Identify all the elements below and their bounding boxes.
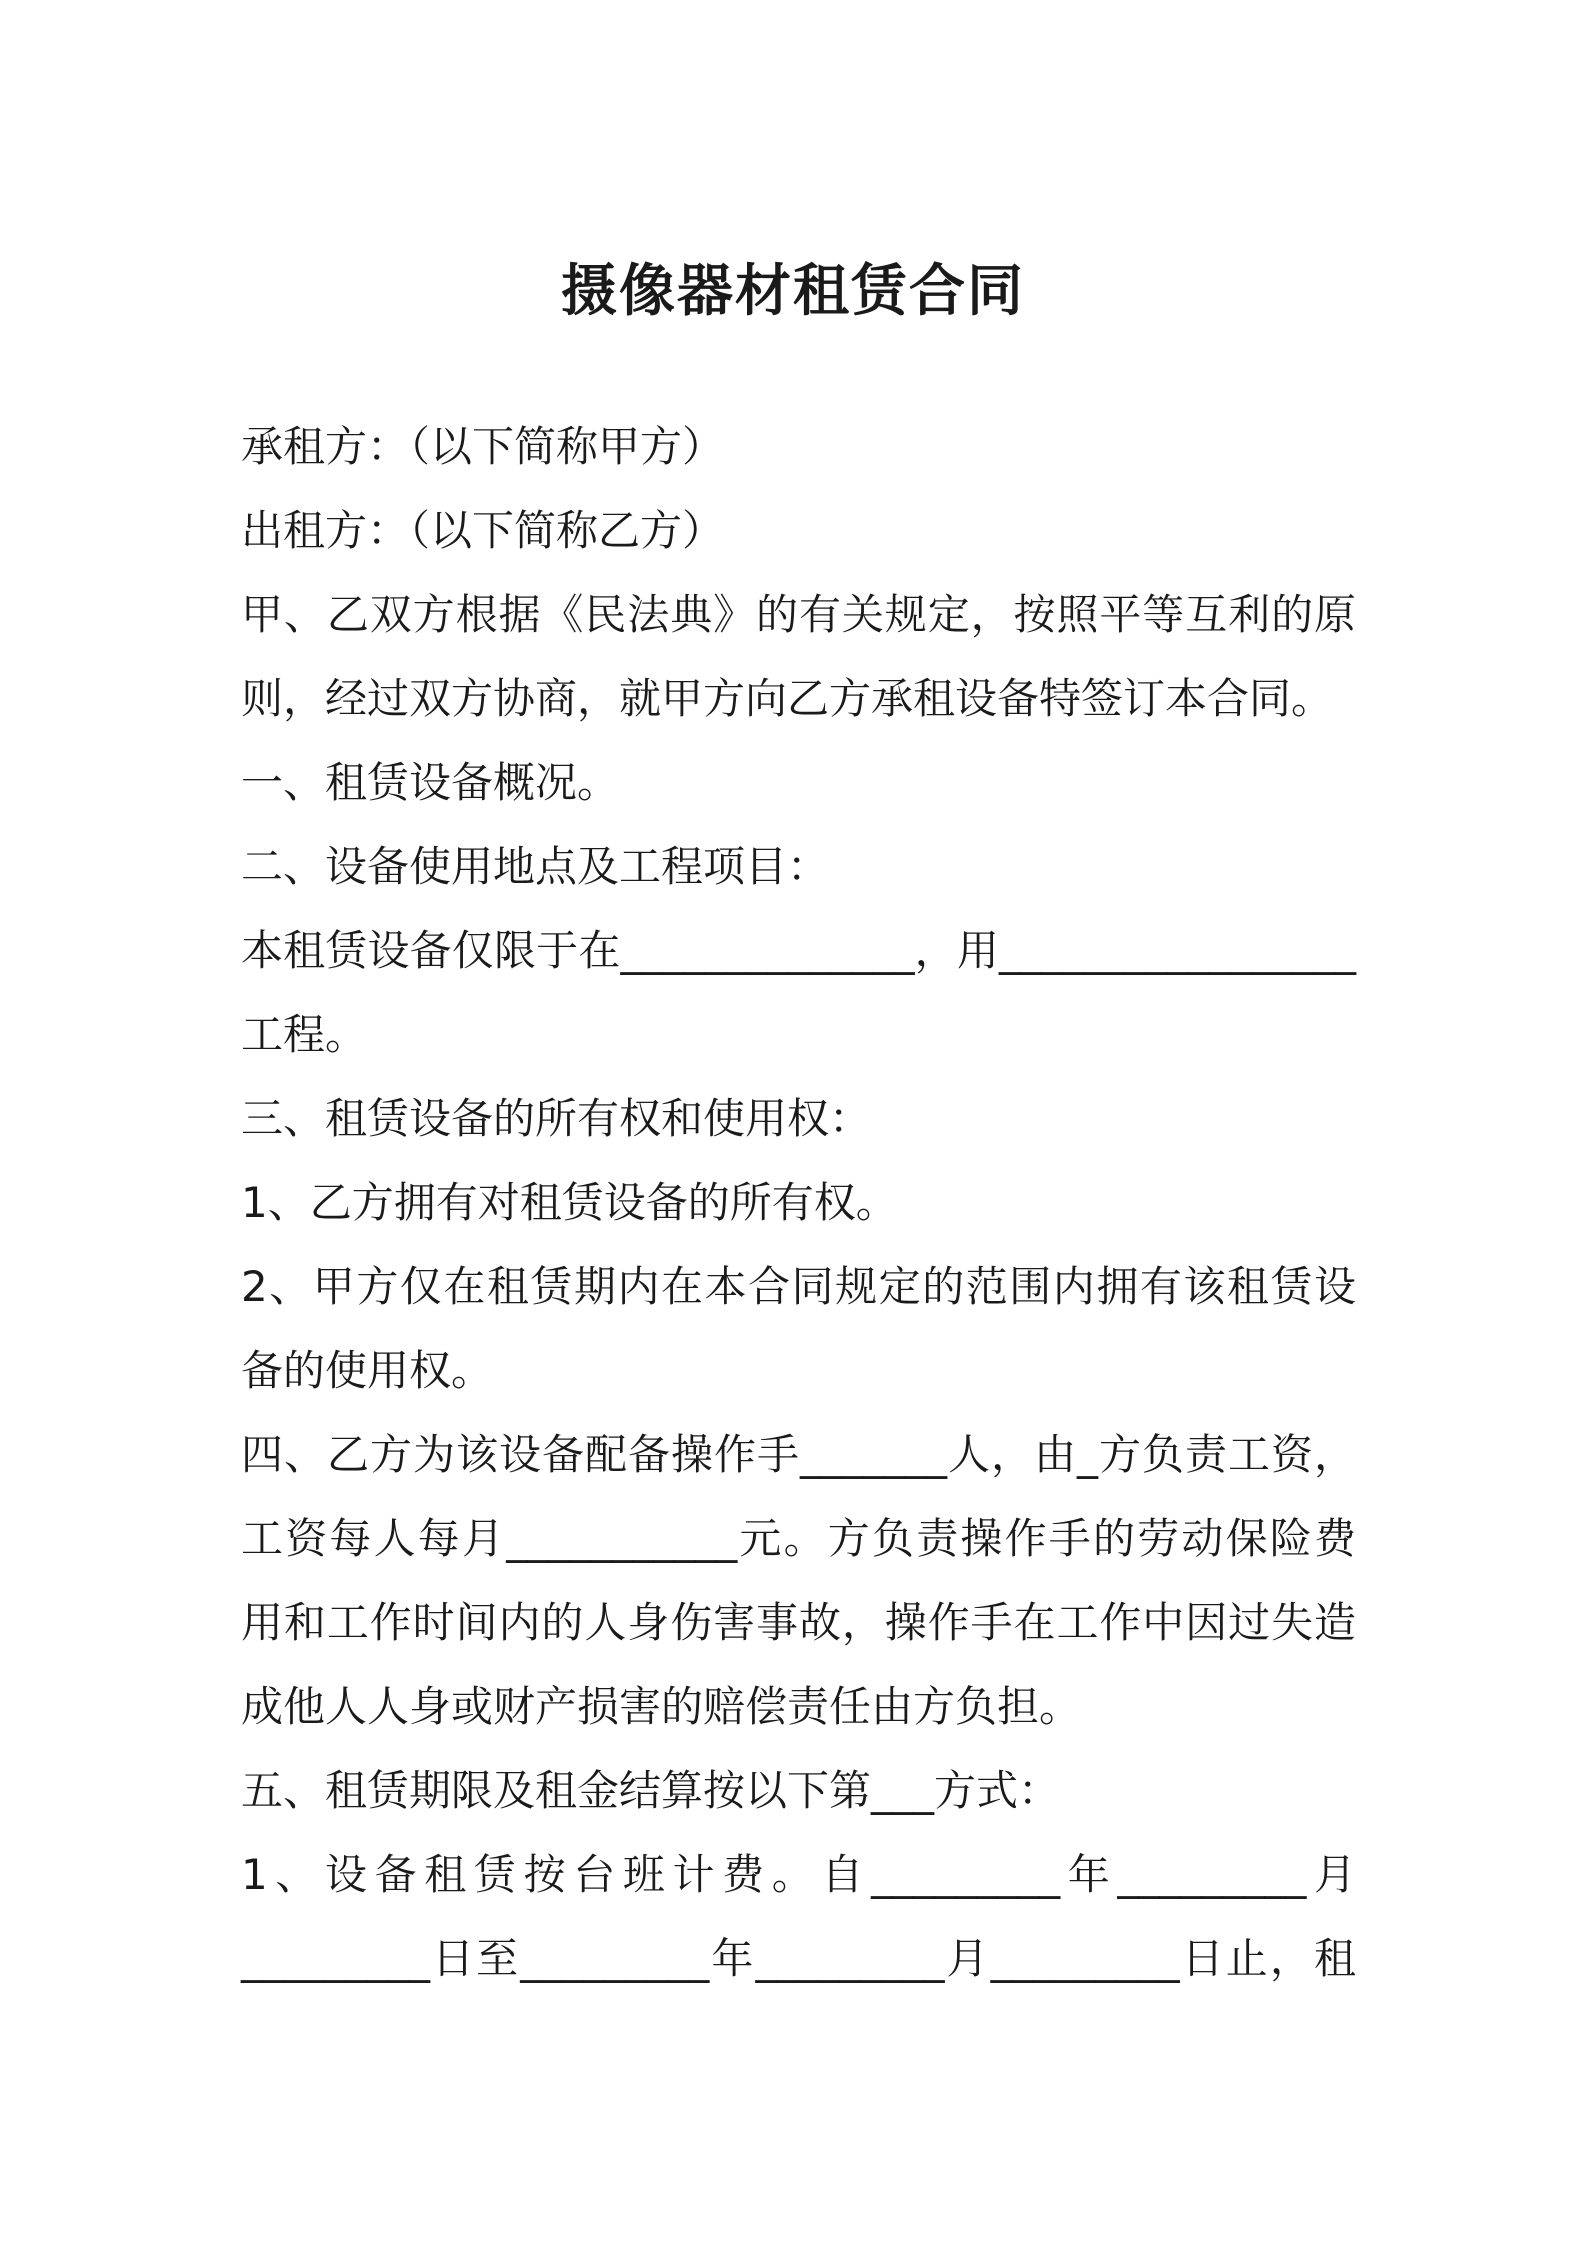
section-2-text-line-1: 本租赁设备仅限于在______________，用_________________	[241, 926, 1356, 975]
section-4-line-1: 四、乙方为该设备配备操作手_______人，由_方负责工资，	[241, 1430, 1356, 1479]
document-title: 摄像器材租赁合同	[561, 259, 1025, 324]
section-4-line-3: 用和工作时间内的人身伤害事故，操作手在工作中因过失造	[241, 1598, 1356, 1647]
contract-body	[241, 405, 1356, 2001]
preamble-line-1: 甲、乙双方根据《民法典》的有关规定，按照平等互利的原	[241, 590, 1356, 639]
lessor-line: 出租方：（以下简称乙方）	[241, 506, 725, 555]
section-1-heading: 一、租赁设备概况。	[241, 758, 620, 807]
lessee-line: 承租方：（以下简称甲方）	[241, 422, 725, 471]
section-5-heading: 五、租赁期限及租金结算按以下第___方式：	[241, 1766, 1061, 1815]
section-3-item-2-line-1: 2、甲方仅在租赁期内在本合同规定的范围内拥有该租赁设	[241, 1262, 1356, 1311]
section-2-text-line-2: 工程。	[241, 1010, 368, 1059]
section-3-item-1: 1、乙方拥有对租赁设备的所有权。	[241, 1178, 898, 1227]
preamble-line-2: 则，经过双方协商，就甲方向乙方承租设备特签订本合同。	[241, 674, 1334, 723]
section-5-item-1-line-2: _________日至_________年_________月_________日止，租	[241, 1934, 1356, 1983]
section-3-item-2-line-2: 备的使用权。	[241, 1346, 494, 1395]
section-4-line-4: 成他人人身或财产损害的赔偿责任由方负担。	[241, 1682, 1082, 1731]
section-3-heading: 三、租赁设备的所有权和使用权：	[241, 1094, 872, 1143]
section-5-item-1-line-1: 1、设备租赁按台班计费。自_________年_________月	[241, 1850, 1356, 1899]
section-2-heading: 二、设备使用地点及工程项目：	[241, 842, 830, 891]
section-4-line-2: 工资每人每月___________元。方负责操作手的劳动保险费	[241, 1514, 1356, 1563]
